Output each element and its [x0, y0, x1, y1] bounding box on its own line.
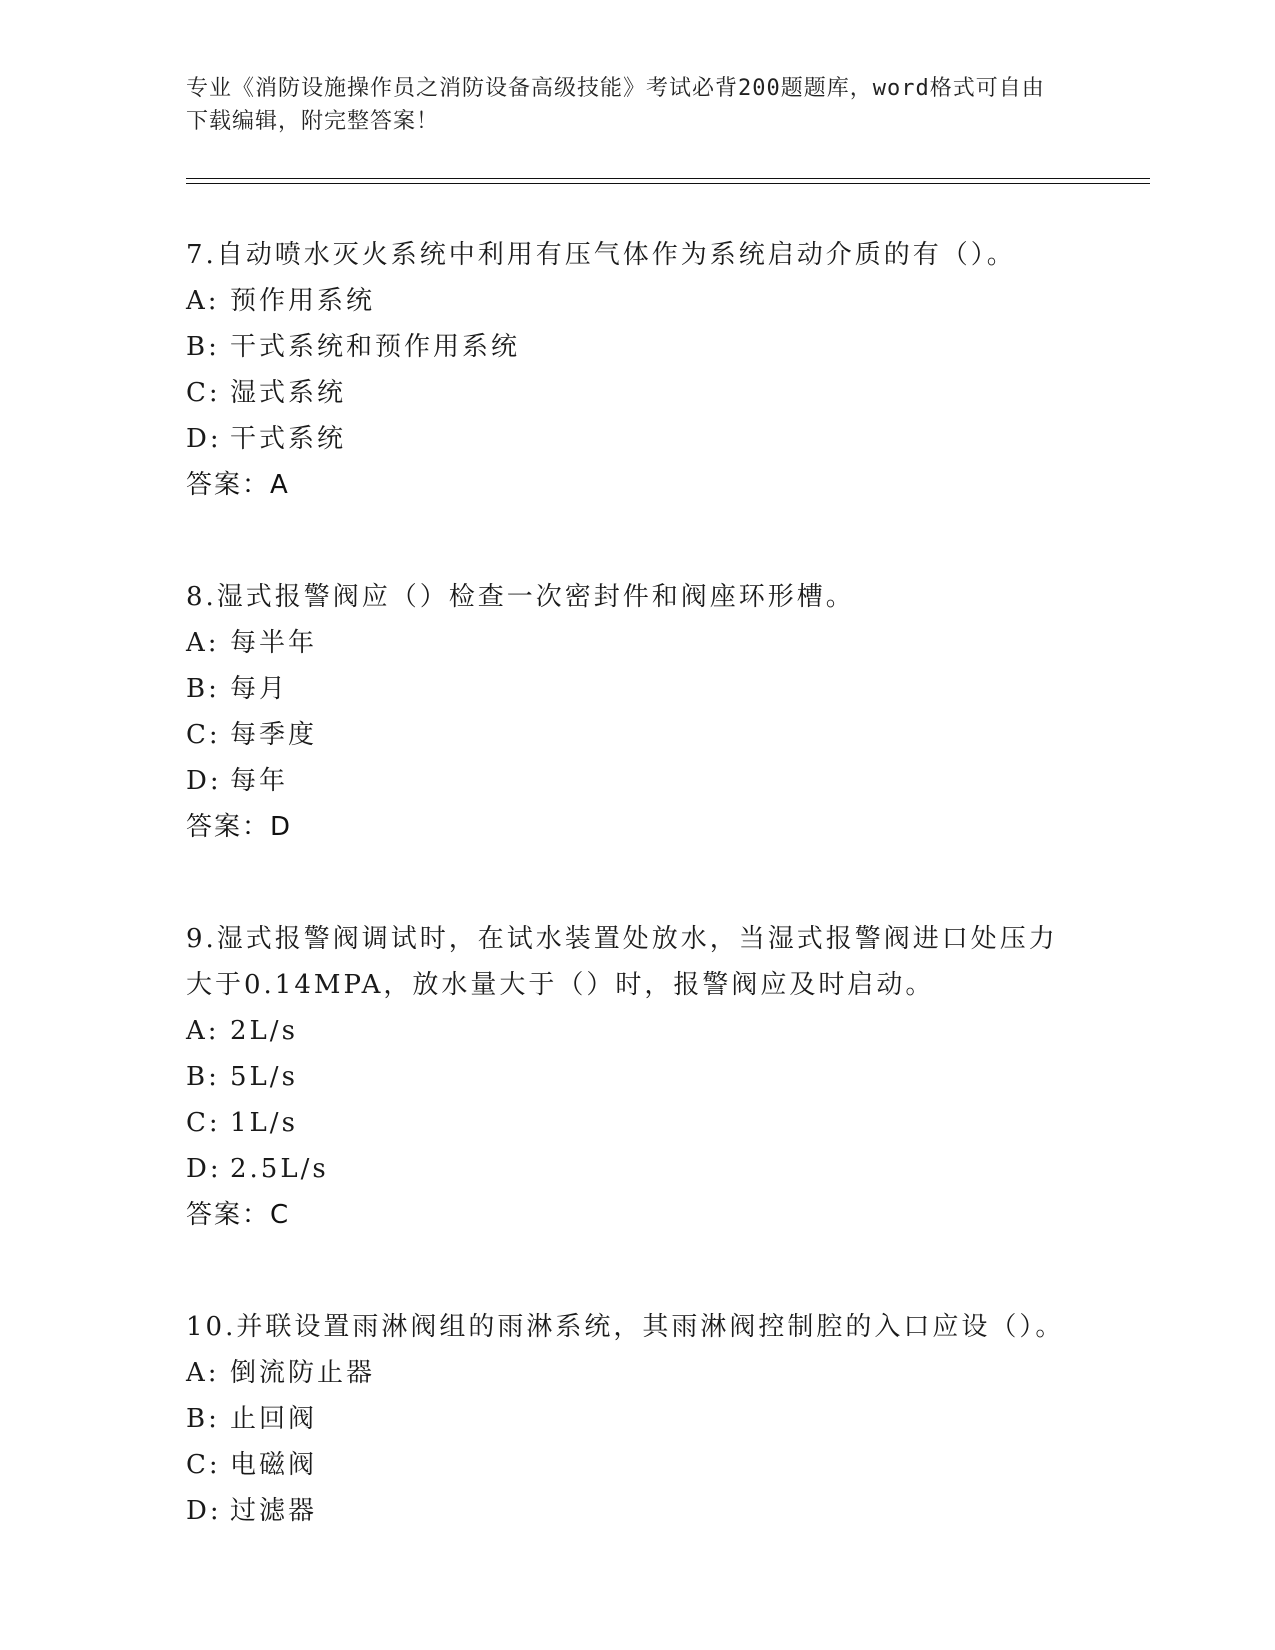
option-text: 干式系统和预作用系统 — [230, 332, 521, 362]
option-a — [186, 278, 1066, 324]
option-key: B: — [186, 1404, 220, 1434]
option-text: 2.5L/s — [230, 1154, 329, 1184]
question-stem: 10.并联设置雨淋阀组的雨淋系统，其雨淋阀控制腔的入口应设（）。 — [186, 1312, 1065, 1342]
option-key: B: — [186, 1062, 220, 1092]
option-a — [186, 1008, 1066, 1054]
option-key: D: — [186, 766, 222, 796]
option-key: B: — [186, 332, 220, 362]
option-text: 预作用系统 — [230, 286, 376, 316]
option-b — [186, 1396, 1066, 1442]
answer-label: 答案：D — [186, 812, 293, 842]
option-key: A: — [186, 1358, 220, 1388]
answer-label: 答案：A — [186, 470, 290, 500]
option-text: 每年 — [230, 766, 289, 796]
option-b — [186, 666, 1066, 712]
question-9 — [186, 916, 1066, 1238]
option-key: C: — [186, 720, 221, 750]
option-c — [186, 1442, 1066, 1488]
option-text: 干式系统 — [230, 424, 347, 454]
option-key: C: — [186, 378, 221, 408]
answer-label: 答案：C — [186, 1200, 291, 1230]
option-text: 每季度 — [230, 720, 318, 750]
option-d — [186, 758, 1066, 804]
option-text: 电磁阀 — [230, 1450, 318, 1480]
option-text: 倒流防止器 — [230, 1358, 376, 1388]
option-c — [186, 1100, 1066, 1146]
option-d — [186, 1146, 1066, 1192]
option-text: 2L/s — [230, 1016, 298, 1046]
option-b — [186, 1054, 1066, 1100]
option-text: 止回阀 — [230, 1404, 318, 1434]
document-header: 专业《消防设施操作员之消防设备高级技能》考试必背200题题库，word格式可自由下载编辑，附完整答案！ — [186, 76, 1045, 134]
question-stem: 8.湿式报警阀应（）检查一次密封件和阀座环形槽。 — [186, 582, 855, 612]
option-text: 每半年 — [230, 628, 318, 658]
question-stem: 7.自动喷水灭火系统中利用有压气体作为系统启动介质的有（）。 — [186, 240, 1016, 270]
question-8 — [186, 574, 1066, 850]
option-key: B: — [186, 674, 220, 704]
option-key: C: — [186, 1108, 221, 1138]
option-key: D: — [186, 1154, 222, 1184]
option-text: 1L/s — [230, 1108, 298, 1138]
option-text: 每月 — [230, 674, 289, 704]
question-list — [186, 232, 1066, 1600]
option-text: 5L/s — [230, 1062, 298, 1092]
option-c — [186, 712, 1066, 758]
option-key: A: — [186, 1016, 220, 1046]
option-key: D: — [186, 1496, 222, 1526]
option-d — [186, 416, 1066, 462]
option-b — [186, 324, 1066, 370]
question-10 — [186, 1304, 1066, 1534]
option-d — [186, 1488, 1066, 1534]
question-stem: 9.湿式报警阀调试时，在试水装置处放水，当湿式报警阀进口处压力大于0.14MPA，放水量大于（）时，报警阀应及时启动。 — [186, 924, 1058, 1000]
option-c — [186, 370, 1066, 416]
option-a — [186, 620, 1066, 666]
question-7 — [186, 232, 1066, 508]
option-key: A: — [186, 286, 220, 316]
option-text: 湿式系统 — [230, 378, 347, 408]
option-key: C: — [186, 1450, 221, 1480]
header-divider-top — [186, 178, 1150, 179]
option-key: D: — [186, 424, 222, 454]
option-text: 过滤器 — [230, 1496, 318, 1526]
option-key: A: — [186, 628, 220, 658]
header-divider-bottom — [186, 183, 1150, 184]
option-a — [186, 1350, 1066, 1396]
